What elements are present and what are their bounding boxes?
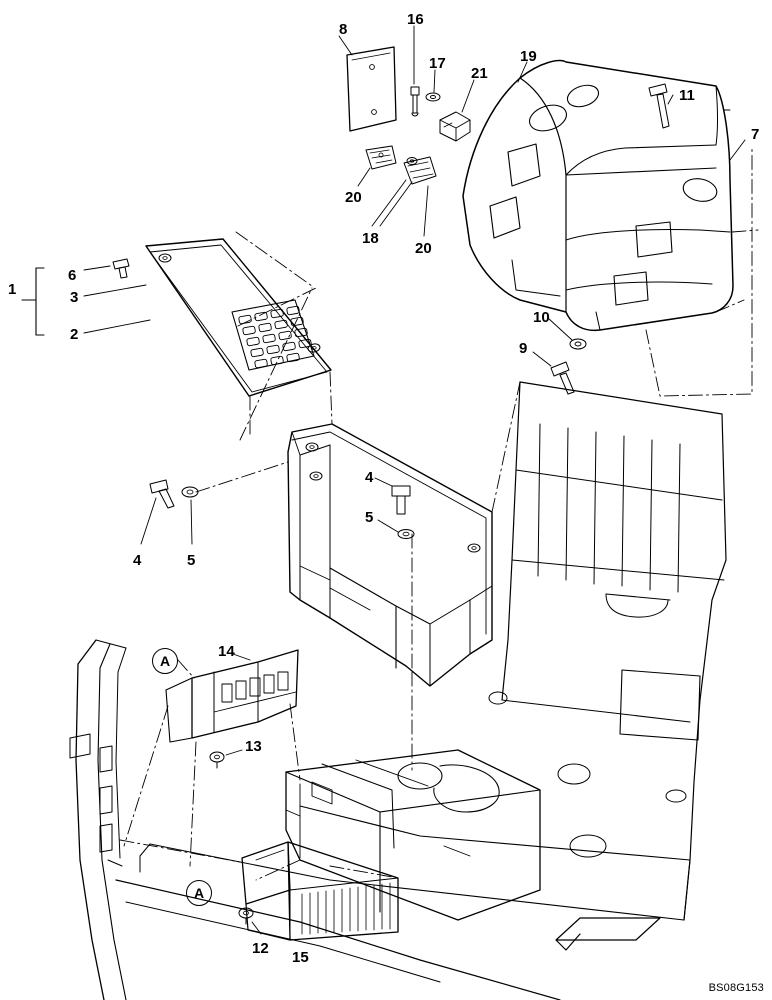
callout-11: 11 xyxy=(679,87,695,104)
part-21-bracket xyxy=(440,112,470,141)
part-10-washer xyxy=(570,339,586,349)
section-marker-a-bottom: A xyxy=(186,880,212,906)
callout-12: 12 xyxy=(252,940,269,957)
callout-13: 13 xyxy=(245,738,262,755)
cab-floor-structure xyxy=(150,382,726,920)
part-14-vent-cover xyxy=(166,650,298,742)
part-4-top-bolt xyxy=(392,486,410,514)
part-13-screw xyxy=(210,752,224,768)
callout-9: 9 xyxy=(519,340,528,357)
callout-5-lower: 5 xyxy=(187,552,196,569)
callout-2: 2 xyxy=(70,326,79,343)
part-11-bolt xyxy=(649,84,669,128)
callout-8: 8 xyxy=(339,21,348,38)
floor-battery-box xyxy=(286,750,540,920)
direction-arrow xyxy=(556,918,660,950)
part-4-lower-bolt xyxy=(150,480,174,508)
callout-7: 7 xyxy=(751,126,760,143)
part-6-screw xyxy=(113,259,129,278)
part-8-panel xyxy=(347,47,396,131)
callout-14: 14 xyxy=(218,643,235,660)
part-15-louvered-panel xyxy=(242,842,398,940)
callout-16: 16 xyxy=(407,11,424,28)
callout-4-lower: 4 xyxy=(133,552,142,569)
callout-19: 19 xyxy=(520,48,537,65)
callout-3: 3 xyxy=(70,289,79,306)
part-17-washer xyxy=(426,93,440,101)
callout-1: 1 xyxy=(8,281,17,298)
callout-20-lower: 20 xyxy=(415,240,432,257)
part-2-side-trim-panel xyxy=(288,424,492,686)
part-20-upper-latch xyxy=(366,146,396,169)
callout-5-upper: 5 xyxy=(365,509,374,526)
cab-left-pillar xyxy=(70,640,560,1000)
figure-code: BS08G153 xyxy=(708,982,764,994)
callout-15: 15 xyxy=(292,949,309,966)
callout-20-upper: 20 xyxy=(345,189,362,206)
section-marker-a-top: A xyxy=(152,648,178,674)
part-1-2-3-trim-panel xyxy=(146,239,331,396)
callout-10: 10 xyxy=(533,309,550,326)
callout-4-upper: 4 xyxy=(365,469,374,486)
callout-6: 6 xyxy=(68,267,77,284)
part-18-hinge xyxy=(404,157,436,184)
callout-18: 18 xyxy=(362,230,379,247)
part-16-pin xyxy=(411,87,419,116)
callout-17: 17 xyxy=(429,55,446,72)
callout-21: 21 xyxy=(471,65,488,82)
